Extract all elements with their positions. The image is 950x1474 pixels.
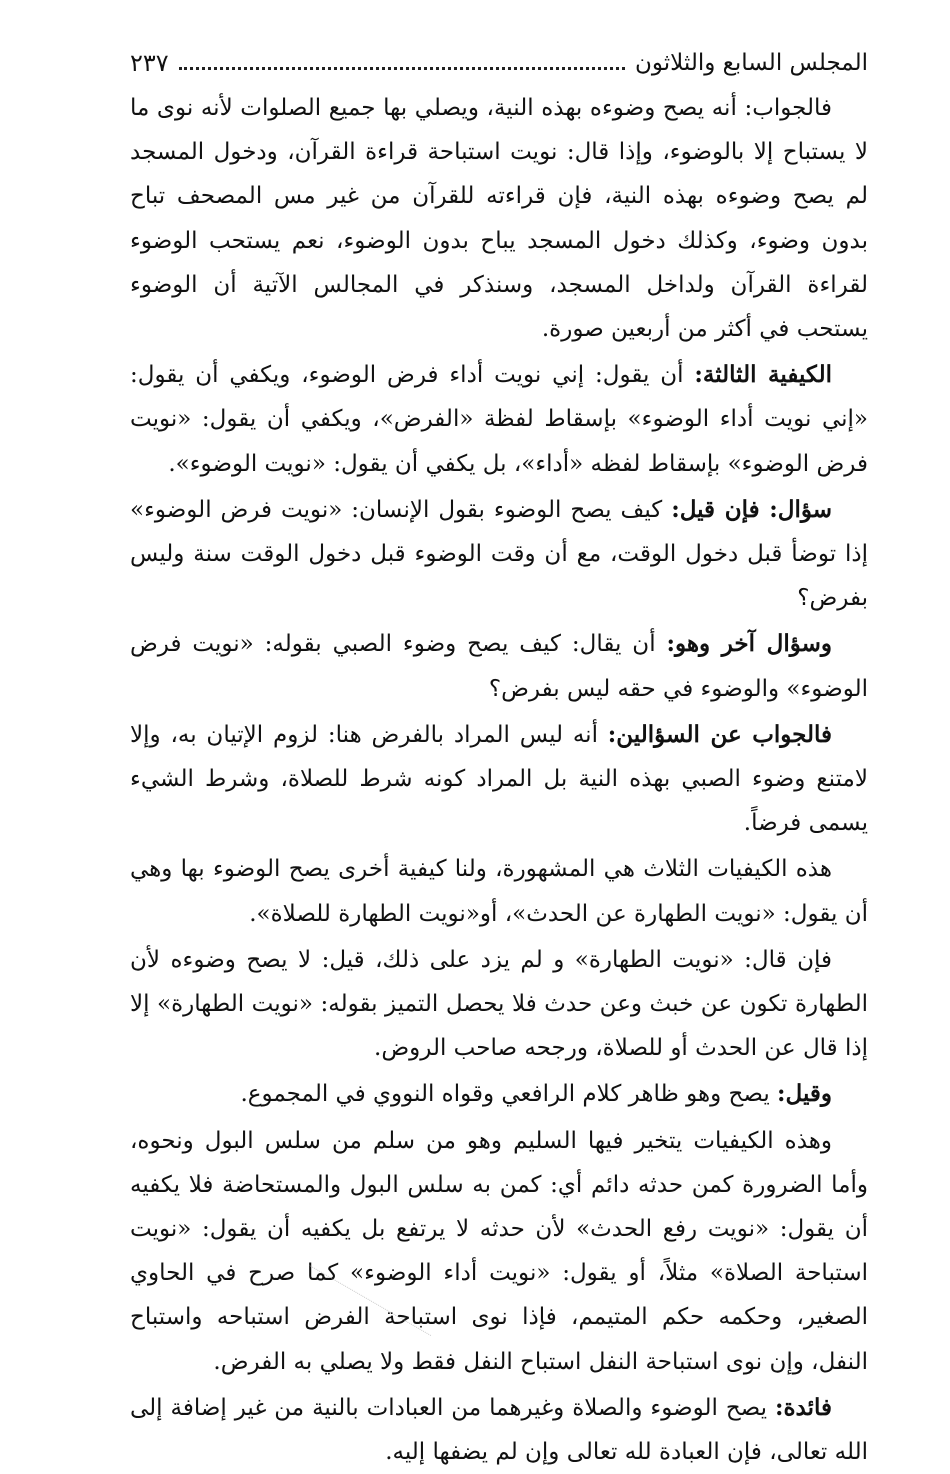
page-body xyxy=(130,86,868,1474)
paragraph-lead: سؤال: فإن قيل: xyxy=(671,495,832,523)
paragraph: فالجواب عن السؤالين: أنه ليس المراد بالفرض هنا: لزوم الإتيان به، وإلا لامتنع وضوء الصبي بهذه النية بل المراد كونه شرط للصلاة، وشرط الشيء يسمى فرضاً. xyxy=(130,720,868,837)
paragraph-lead: فائدة: xyxy=(774,1393,832,1421)
paragraph: الكيفية الثالثة: أن يقول: إني نويت أداء فرض الوضوء، ويكفي أن يقول: «إني نويت أداء الوضوء» بإسقاط لفظة «الفرض»، ويكفي أن يقول: «نويت فرض الوضوء» بإسقاط لفظه «أداء»، بل يكفي أن يقول: «نويت الوضوء». xyxy=(130,361,868,477)
paragraph-lead: وسؤال آخر وهو: xyxy=(666,630,832,658)
running-header xyxy=(130,44,868,78)
paragraph: فالجواب: أنه يصح وضوءه بهذه النية، ويصلي بها جميع الصلوات لأنه نوى ما لا يستباح إلا بالوضوء، وإذا قال: نويت استباحة قراءة القرآن، ودخول المسجد لم يصح وضوءه بهذه النية، فإن قراءته للقرآن من غير مس المصحف تباح بدون وضوء، وكذلك دخول المسجد يباح بدون الوضوء، نعم يستحب الوضوء لقراءة القرآن ولداخل المسجد، وسنذكر في المجالس الآتية أن الوضوء يستحب في أكثر من أربعين صورة. xyxy=(130,95,868,343)
paragraph: وهذه الكيفيات يتخير فيها السليم وهو من سلم من سلس البول ونحوه، وأما الضرورة كمن حدثه دائم أي: كمن به سلس البول والمستحاضة فلا يكفيه أن يقول: «نويت رفع الحدث» لأن حدثه لا يرتفع بل يكفيه أن يقول: «نويت استباحة الصلاة» مثلاً، أو يقول: «نويت أداء الوضوء» كما صرح في الحاوي الصغير، وحكمه حكم المتيمم، فإذا نوى استباحة الفرض استباحه واستباح النفل، وإن نوى استباحة النفل استباح النفل فقط ولا يصلي به الفرض. xyxy=(130,1127,868,1375)
paragraph: فإن قال: «نويت الطهارة» و لم يزد على ذلك، قيل: لا يصح وضوءه لأن الطهارة تكون عن خبث وعن حدث فلا يحصل التميز بقوله: «نويت الطهارة» إلا إذا قال عن الحدث أو للصلاة، ورجحه صاحب الروض. xyxy=(130,946,868,1062)
paragraph-lead: وقيل: xyxy=(777,1080,832,1108)
paragraph-lead: الكيفية الثالثة: xyxy=(694,361,832,389)
paragraph-lead: فالجواب عن السؤالين: xyxy=(607,720,832,748)
page-number: ٢٣٧ xyxy=(130,49,169,77)
paragraph: وقيل: يصح وهو ظاهر كلام الرافعي وقواه النووي في المجموع. xyxy=(240,1080,832,1108)
dotted-leader xyxy=(179,66,625,70)
paragraph: هذه الكيفيات الثلاث هي المشهورة، ولنا كيفية أخرى يصح الوضوء بها وهي أن يقول: «نويت الطهارة عن الحدث»، أو«نويت الطهارة للصلاة». xyxy=(130,856,868,927)
chapter-title: المجلس السابع والثلاثون xyxy=(634,50,868,76)
paragraph: وسؤال آخر وهو: أن يقال: كيف يصح وضوء الصبي بقوله: «نويت فرض الوضوء» والوضوء في حقه ليس بفرض؟ xyxy=(130,630,868,702)
paragraph: فائدة: يصح الوضوء والصلاة وغيرهما من العبادات بالنية من غير إضافة إلى الله تعالى، فإن العبادة لله تعالى وإن لم يضفها إليه. xyxy=(130,1393,868,1466)
paragraph: سؤال: فإن قيل: كيف يصح الوضوء بقول الإنسان: «نويت فرض الوضوء» إذا توضأ قبل دخول الوقت، مع أن وقت الوضوء قبل دخول الوقت سنة وليس بفرض؟ xyxy=(130,495,868,612)
